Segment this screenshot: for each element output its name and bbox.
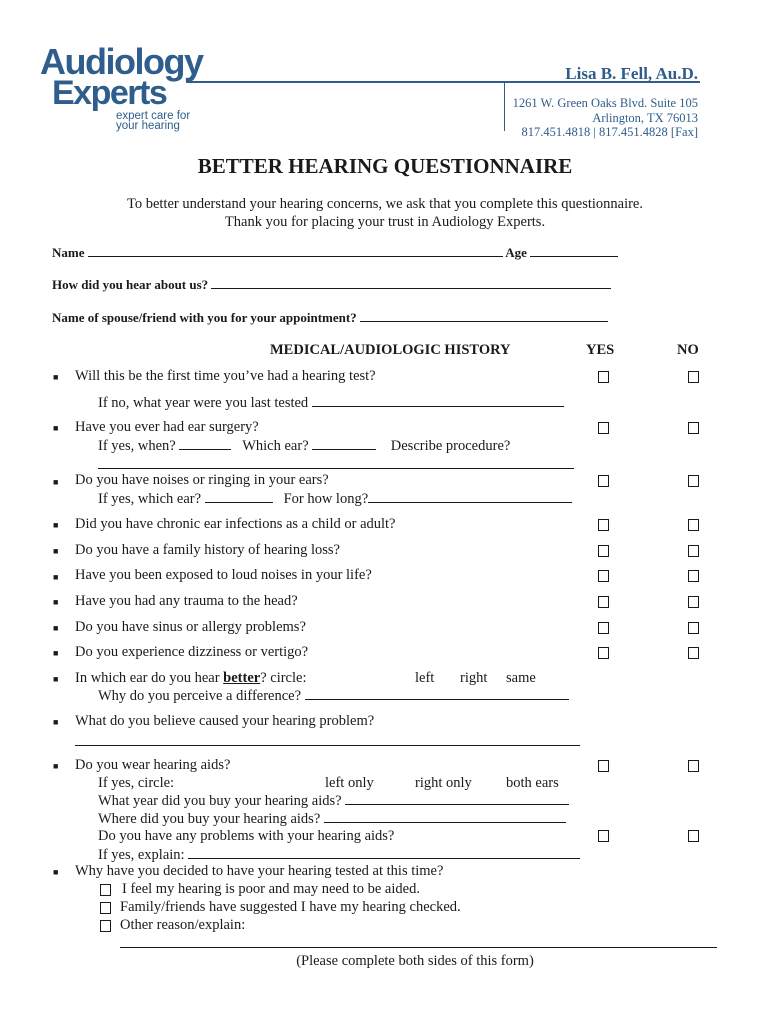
q12-yes-checkbox[interactable]: [598, 760, 609, 772]
surgery-ear-input[interactable]: [312, 437, 376, 450]
reason-family-checkbox[interactable]: [100, 902, 111, 914]
surgery-ear-label: Which ear?: [242, 438, 309, 454]
difference-label: Why do you perceive a difference?: [98, 688, 302, 704]
aids-where-label: Where did you buy your hearing aids?: [98, 811, 321, 827]
q1-followup: [98, 394, 564, 412]
question-sinus-allergy: Do you have sinus or allergy problems?: [75, 619, 306, 635]
logo-tagline-1: expert care for: [116, 110, 191, 122]
ringing-ear-input[interactable]: [205, 490, 273, 503]
procedure-input-line[interactable]: [98, 468, 574, 469]
bullet: ■: [53, 546, 59, 556]
bullet: ■: [53, 867, 59, 877]
spouse-input-line[interactable]: [360, 309, 608, 322]
q9-no-checkbox[interactable]: [688, 647, 699, 659]
bullet: ■: [53, 597, 59, 607]
q7-yes-checkbox[interactable]: [598, 596, 609, 608]
q2-no-checkbox[interactable]: [688, 422, 699, 434]
name-field: [52, 244, 618, 261]
q8-no-checkbox[interactable]: [688, 622, 699, 634]
question-family-history: Do you have a family history of hearing loss?: [75, 542, 340, 558]
better-ear-left-option[interactable]: left: [415, 670, 435, 686]
last-tested-year-input[interactable]: [312, 394, 564, 407]
address-line-1: 1261 W. Green Oaks Blvd. Suite 105: [512, 96, 698, 110]
yes-column-header: YES: [586, 342, 615, 358]
aids-where-row: [98, 810, 566, 828]
question-first-test: Will this be the first time you’ve had a hearing test?: [75, 368, 376, 384]
aids-problems-question: Do you have any problems with your hearing aids?: [98, 828, 395, 844]
better-ear-text: In which ear do you hear: [75, 670, 220, 686]
header-divider: [504, 81, 505, 131]
bullet: ■: [53, 520, 59, 530]
reason-poor-hearing-checkbox[interactable]: [100, 884, 111, 896]
q9-yes-checkbox[interactable]: [598, 647, 609, 659]
q4-no-checkbox[interactable]: [688, 519, 699, 531]
intro-line-1: To better understand your hearing concerns, we ask that you complete this questionnaire.: [127, 196, 643, 212]
intro-line-2: Thank you for placing your trust in Audiology Experts.: [224, 214, 546, 230]
section-heading: MEDICAL/AUDIOLOGIC HISTORY: [270, 342, 511, 358]
question-ear-infections: Did you have chronic ear infections as a child or adult?: [75, 516, 396, 532]
heard-about-label: How did you hear about us?: [52, 277, 209, 292]
q2-followup: [98, 437, 510, 455]
aids-explain-label: If yes, explain:: [98, 847, 185, 863]
aids-explain-input[interactable]: [188, 846, 580, 859]
better-word: better: [223, 670, 261, 686]
q4-yes-checkbox[interactable]: [598, 519, 609, 531]
bullet: ■: [53, 572, 59, 582]
q1-no-checkbox[interactable]: [688, 371, 699, 383]
q10-followup: [98, 687, 569, 705]
heard-about-input-line[interactable]: [211, 276, 611, 289]
q3-no-checkbox[interactable]: [688, 475, 699, 487]
question-loud-noises: Have you been exposed to loud noises in your life?: [75, 567, 372, 583]
aids-where-input[interactable]: [324, 810, 566, 823]
aids-year-row: [98, 792, 569, 810]
name-input-line[interactable]: [88, 244, 503, 257]
doctor-name: Lisa B. Fell, Au.D.: [565, 64, 698, 83]
better-ear-right-option[interactable]: right: [460, 670, 488, 686]
q1-yes-checkbox[interactable]: [598, 371, 609, 383]
question-hearing-aids: Do you wear hearing aids?: [75, 757, 231, 773]
ringing-duration-label: For how long?: [283, 491, 369, 507]
logo-experts: Experts: [52, 74, 167, 112]
surgery-when-input[interactable]: [179, 437, 231, 450]
q7-no-checkbox[interactable]: [688, 596, 699, 608]
question-ear-surgery: Have you ever had ear surgery?: [75, 419, 259, 435]
q6-no-checkbox[interactable]: [688, 570, 699, 582]
bullet: ■: [53, 717, 59, 727]
bullet: ■: [53, 674, 59, 684]
bullet: ■: [53, 372, 59, 382]
age-input-line[interactable]: [530, 244, 618, 257]
question-ringing: Do you have noises or ringing in your ears?: [75, 472, 329, 488]
q8-yes-checkbox[interactable]: [598, 622, 609, 634]
bullet: ■: [53, 648, 59, 658]
question-better-ear: [75, 670, 307, 687]
age-label: Age: [505, 245, 527, 260]
ringing-ear-label: If yes, which ear?: [98, 491, 202, 507]
better-ear-same-option[interactable]: same: [506, 670, 536, 686]
aids-problems-yes-checkbox[interactable]: [598, 830, 609, 842]
difference-input[interactable]: [305, 687, 569, 700]
bullet: ■: [53, 477, 59, 487]
aids-year-input[interactable]: [345, 792, 569, 805]
question-cause: What do you believe caused your hearing problem?: [75, 713, 375, 729]
surgery-procedure-label: Describe procedure?: [390, 438, 511, 454]
no-column-header: NO: [677, 342, 699, 358]
aids-both-ears-option[interactable]: both ears: [506, 775, 559, 791]
q12-no-checkbox[interactable]: [688, 760, 699, 772]
reason-poor-hearing-label: I feel my hearing is poor and may need to be aided.: [122, 881, 420, 897]
q3-yes-checkbox[interactable]: [598, 475, 609, 487]
ringing-duration-input[interactable]: [368, 490, 572, 503]
bullet: ■: [53, 423, 59, 433]
name-label: Name: [52, 245, 85, 260]
surgery-when-label: If yes, when?: [98, 438, 176, 454]
aids-year-label: What year did you buy your hearing aids?: [98, 793, 342, 809]
page-title: BETTER HEARING QUESTIONNAIRE: [197, 154, 573, 178]
heard-about-field: [52, 276, 611, 293]
logo-tagline-2: your hearing: [116, 120, 180, 132]
reason-other-label: Other reason/explain:: [120, 917, 246, 933]
aids-circle-label: If yes, circle:: [98, 775, 175, 791]
question-why-now: Why have you decided to have your hearing tested at this time?: [75, 863, 444, 879]
question-head-trauma: Have you had any trauma to the head?: [75, 593, 298, 609]
q5-no-checkbox[interactable]: [688, 545, 699, 557]
q2-yes-checkbox[interactable]: [598, 422, 609, 434]
spouse-field: [52, 309, 608, 326]
q5-yes-checkbox[interactable]: [598, 545, 609, 557]
reason-other-checkbox[interactable]: [100, 920, 111, 932]
q3-followup: [98, 490, 572, 508]
cause-input-line[interactable]: [75, 745, 580, 746]
better-ear-circle: ? circle:: [260, 670, 307, 686]
aids-right-only-option[interactable]: right only: [415, 775, 472, 791]
aids-left-only-option[interactable]: left only: [325, 775, 374, 791]
bullet: ■: [53, 623, 59, 633]
bullet: ■: [53, 761, 59, 771]
question-dizziness: Do you experience dizziness or vertigo?: [75, 644, 309, 660]
q6-yes-checkbox[interactable]: [598, 570, 609, 582]
spouse-label: Name of spouse/friend with you for your appointment?: [52, 310, 357, 325]
reason-family-label: Family/friends have suggested I have my hearing checked.: [120, 899, 461, 915]
aids-explain-row: [98, 846, 580, 864]
footer-note: (Please complete both sides of this form): [296, 953, 534, 969]
logo-audiology: Audiology: [40, 41, 203, 82]
reason-other-input-line[interactable]: [120, 947, 717, 948]
phone-numbers: 817.451.4818 | 817.451.4828 [Fax]: [521, 125, 698, 139]
q1-followup-label: If no, what year were you last tested: [98, 395, 309, 411]
address-line-2: Arlington, TX 76013: [592, 111, 698, 125]
aids-problems-no-checkbox[interactable]: [688, 830, 699, 842]
